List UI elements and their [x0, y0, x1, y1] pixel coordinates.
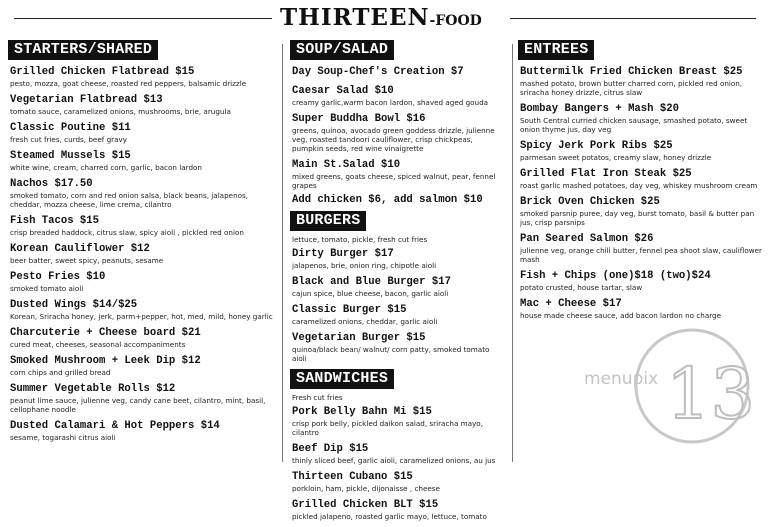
menu-item-title: Nachos $17.50: [10, 178, 93, 190]
menu-item-description: Korean, Sriracha honey, jerk, parm+pepper, hot, med, mild, honey garlic: [10, 312, 273, 321]
menu-item-title: Thirteen Cubano $15: [292, 471, 413, 483]
menu-item-title: Buttermilk Fried Chicken Breast $25: [520, 66, 743, 78]
menu-item: [292, 159, 502, 190]
menu-item: [292, 248, 502, 270]
menu-item-title: Smoked Mushroom + Leek Dip $12: [10, 355, 201, 367]
menu-item: [10, 150, 276, 172]
menu-item: [10, 271, 276, 293]
menu-item-description: smoked parsnip puree, day veg, burst tomato, basil & butter pan jus, crisp parsnips: [520, 209, 755, 227]
menu-item: [520, 298, 762, 320]
menu-item-description: thinly sliced beef, garlic aioli, caramelized onions, au jus: [292, 456, 496, 465]
menu-item-title: Caesar Salad $10: [292, 85, 394, 97]
menu-item-title: Vegetarian Flatbread $13: [10, 94, 163, 106]
menu-item: [10, 383, 276, 414]
menu-item-title: Spicy Jerk Pork Ribs $25: [520, 140, 673, 152]
menu-item-description: smoked tomato, corn and red onion salsa, black beans, jalapenos, cheddar, mozza cheese, lime crema, cilantro: [10, 191, 249, 209]
menu-item-description: beer batter, sweet spicy, peanuts, sesame: [10, 256, 164, 265]
thirteen-logo-icon: [584, 326, 756, 466]
menu-item-title: Pan Seared Salmon $26: [520, 233, 654, 245]
menu-item: [292, 113, 502, 153]
menu-item-description: mashed potato, brown butter charred corn, pickled red onion, sriracha honey drizzle, citrus slaw: [520, 79, 743, 97]
starters-list: [10, 66, 276, 442]
menu-item-title: Dusted Wings $14/$25: [10, 299, 138, 311]
menu-item-description: house made cheese sauce, add bacon lardon no charge: [520, 311, 722, 320]
menupix-watermark: [584, 326, 756, 466]
menu-item: [10, 299, 276, 321]
restaurant-brand: [280, 4, 482, 31]
burgers-list: [292, 248, 502, 363]
menu-item-description: potato crusted, house tartar, slaw: [520, 283, 643, 292]
menu-item-description: corn chips and grilled bread: [10, 368, 111, 377]
menu-item: [520, 196, 762, 227]
starters-heading: STARTERS/SHARED: [8, 40, 158, 60]
entrees-heading: ENTREES: [518, 40, 594, 60]
menu-item-description: tomato sauce, caramelized onions, mushrooms, brie, arugula: [10, 107, 231, 116]
menu-item-title: Bombay Bangers + Mash $20: [520, 103, 679, 115]
header-rule-left: [14, 18, 272, 19]
menu-item-description: mixed greens, goats cheese, spiced walnut, pear, fennel grapes: [292, 172, 496, 190]
menu-item: [10, 122, 276, 144]
menu-item-title: Day Soup-Chef's Creation $7: [292, 66, 464, 78]
menu-item-description: cured meat, cheeses, seasonal accompaniments: [10, 340, 186, 349]
menu-item-title: Vegetarian Burger $15: [292, 332, 426, 344]
burgers-heading: BURGERS: [290, 211, 366, 231]
menu-item-description: creamy garlic,warm bacon lardon, shaved aged gouda: [292, 98, 489, 107]
sandwiches-note: Fresh cut fries: [292, 393, 343, 402]
menu-item-description: sesame, togarashi citrus aioli: [10, 433, 116, 442]
menu-item: [520, 140, 762, 162]
menu-item-description: caramelized onions, cheddar, garlic aioli: [292, 317, 438, 326]
salad-addon: Add chicken $6, add salmon $10: [292, 194, 483, 206]
menu-item: [292, 499, 502, 521]
menu-item-description: quinoa/black bean/ walnut/ corn patty, smoked tomato aioli: [292, 345, 490, 363]
menu-item: [292, 66, 502, 79]
header-rule-right: [510, 18, 756, 19]
menu-item: [10, 178, 276, 209]
soup-salad-list: [292, 66, 502, 190]
menu-item-description: pickled jalapeno, roasted garlic mayo, lettuce, tomato: [292, 512, 487, 521]
menu-item: [292, 85, 502, 107]
menu-item: [10, 420, 276, 442]
menu-item-title: Black and Blue Burger $17: [292, 276, 451, 288]
menu-item-description: roast garlic mashed potatoes, day veg, whiskey mushroom cream: [520, 181, 758, 190]
menu-item-title: Dirty Burger $17: [292, 248, 394, 260]
menu-item: [10, 66, 276, 88]
menu-item: [10, 355, 276, 377]
menu-item-description: crisp breaded haddock, citrus slaw, spicy aioli , pickled red onion: [10, 228, 244, 237]
starters-column: [10, 40, 276, 448]
menu-item-description: pesto, mozza, goat cheese, roasted red peppers, balsamic drizzle: [10, 79, 247, 88]
soup-salad-heading: SOUP/SALAD: [290, 40, 394, 60]
menu-item-title: Super Buddha Bowl $16: [292, 113, 426, 125]
menu-item-title: Summer Vegetable Rolls $12: [10, 383, 176, 395]
menu-item-description: South Central curried chicken sausage, smashed potato, sweet onion thyme jus, day veg: [520, 116, 748, 134]
menu-item-description: greens, quinoa, avocado green goddess drizzle, julienne veg, roasted tandoori cauliflower, crisp chickpeas, pumpkin seeds, red wine vinaigrette: [292, 126, 495, 153]
menu-item-description: fresh cut fries, curds, beef gravy: [10, 135, 128, 144]
menu-item: [520, 233, 762, 264]
menu-item-title: Grilled Chicken Flatbread $15: [10, 66, 195, 78]
menu-item-title: Main St.Salad $10: [292, 159, 401, 171]
menu-item-title: Grilled Flat Iron Steak $25: [520, 168, 692, 180]
watermark-logo-number: 13: [666, 353, 756, 435]
menu-item-title: Grilled Chicken BLT $15: [292, 499, 439, 511]
menu-header: [0, 4, 768, 34]
menu-item-title: Classic Burger $15: [292, 304, 407, 316]
menu-item: [292, 471, 502, 493]
watermark-text: menupix: [584, 369, 659, 389]
menu-item: [292, 276, 502, 298]
burgers-note: lettuce, tomato, pickle, fresh cut fries: [292, 235, 428, 244]
menu-item-title: Steamed Mussels $15: [10, 150, 131, 162]
menu-item: [10, 94, 276, 116]
menu-item: [520, 270, 762, 292]
menu-item: [520, 66, 762, 97]
menu-item-description: crisp pork belly, pickled daikon salad, sriracha mayo, cilantro: [292, 419, 483, 437]
menu-item-title: Mac + Cheese $17: [520, 298, 622, 310]
sandwiches-list: [292, 406, 502, 521]
menu-item: [520, 103, 762, 134]
menu-item: [520, 168, 762, 190]
menu-item: [10, 243, 276, 265]
menu-item-title: Pesto Fries $10: [10, 271, 106, 283]
menu-item-description: parmesan sweet potatos, creamy slaw, honey drizzle: [520, 153, 712, 162]
menu-item-title: Dusted Calamari & Hot Peppers $14: [10, 420, 220, 432]
entrees-list: [520, 66, 762, 320]
menu-item-title: Classic Poutine $11: [10, 122, 131, 134]
menu-item-description: julienne veg, orange chili butter, fennel pea shoot slaw, cauliflower mash: [520, 246, 762, 264]
menu-item: [292, 332, 502, 363]
menu-item-description: porkloin, ham, pickle, dijonaisse , cheese: [292, 484, 440, 493]
column-divider-2: [512, 44, 513, 462]
menu-item-description: peanut lime sauce, julienne veg, candy cane beet, cilantro, mint, basil, cellophane noodle: [10, 396, 266, 414]
restaurant-name: THIRTEEN: [280, 4, 430, 31]
menu-item-title: Brick Oven Chicken $25: [520, 196, 660, 208]
menu-item-title: Korean Cauliflower $12: [10, 243, 150, 255]
menu-item-title: Beef Dip $15: [292, 443, 369, 455]
menu-item-description: cajun spice, blue cheese, bacon, garlic aioli: [292, 289, 449, 298]
menu-item-title: Fish Tacos $15: [10, 215, 100, 227]
menu-item-title: Pork Belly Bahn Mi $15: [292, 406, 432, 418]
menu-item-description: jalapenos, brie, onion ring, chipotle aioli: [292, 261, 437, 270]
sandwiches-heading: SANDWICHES: [290, 369, 394, 389]
menu-item-title: Fish + Chips (one)$18 (two)$24: [520, 270, 711, 282]
menu-item: [292, 304, 502, 326]
column-divider-1: [282, 44, 283, 462]
menu-item: [292, 443, 502, 465]
menu-item: [10, 327, 276, 349]
menu-item: [292, 406, 502, 437]
menu-item: [10, 215, 276, 237]
entrees-column: [520, 40, 762, 326]
menu-item-description: white wine, cream, charred corn, garlic, bacon lardon: [10, 163, 202, 172]
restaurant-subtitle: -FOOD: [429, 13, 482, 29]
menu-item-description: smoked tomato aioli: [10, 284, 84, 293]
menu-item-title: Charcuterie + Cheese board $21: [10, 327, 201, 339]
middle-column: [292, 40, 502, 527]
